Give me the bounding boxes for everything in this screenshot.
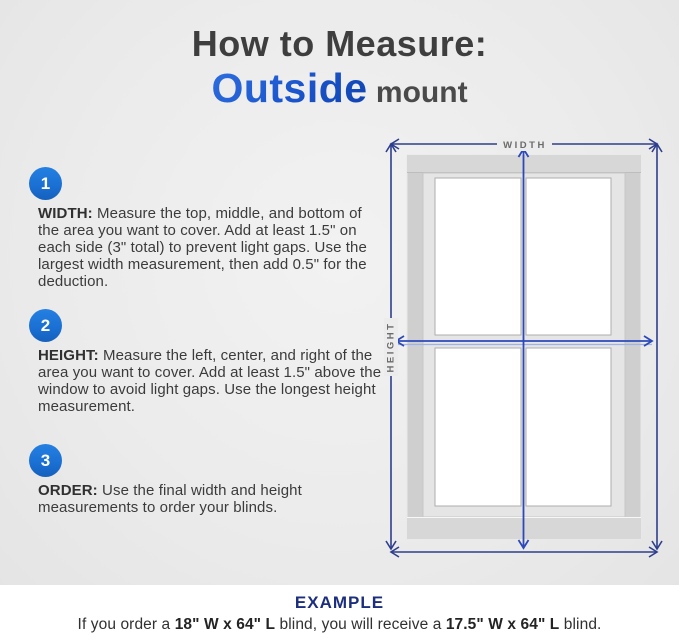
window-pane-bottom-right (526, 348, 611, 506)
measurement-diagram (378, 125, 668, 565)
example-middle: blind, you will receive a (275, 616, 446, 633)
step-order (29, 444, 383, 517)
height-label: HEIGHT (385, 321, 397, 373)
step-1-text: Measure the top, middle, and bottom of the area you want to cover. Add at least 1.5" on each side (3" total) to prevent light gaps. Use the largest width measurement, then add 0.5" for the deduction. (38, 205, 367, 290)
example-suffix: blind. (559, 616, 602, 633)
step-1-badge (29, 167, 62, 200)
window-pane-top-right (526, 178, 611, 335)
step-1-label: WIDTH: (38, 205, 93, 222)
title-highlight: Outside (211, 65, 368, 111)
step-width (29, 167, 383, 291)
step-2-text: Measure the left, center, and right of the area you want to cover. Add at least 1.5" above the window to avoid light gaps. Use the longest height measurement. (38, 347, 382, 415)
title-line-1: How to Measure: (191, 23, 488, 64)
example-footer (0, 585, 679, 644)
example-text (0, 616, 679, 634)
step-2-description (38, 348, 383, 416)
example-ordered-size: 18" W x 64" L (174, 616, 276, 633)
step-2-number: 2 (40, 315, 51, 335)
title-suffix: mount (367, 76, 468, 109)
step-1-description (38, 206, 383, 291)
step-2-badge (29, 309, 62, 342)
title-line-2 (0, 65, 679, 121)
step-3-number: 3 (40, 450, 51, 470)
step-2-label: HEIGHT: (38, 347, 99, 364)
page-title (0, 24, 679, 121)
step-1-number: 1 (40, 173, 51, 193)
example-prefix: If you order a (77, 616, 175, 633)
step-3-label: ORDER: (38, 482, 98, 499)
window-pane-top-left (435, 178, 521, 335)
step-3-badge (29, 444, 62, 477)
example-received-size: 17.5" W x 64" L (445, 616, 560, 633)
example-heading: EXAMPLE (294, 593, 385, 612)
step-3-text: Use the final width and height measurements to order your blinds. (38, 482, 302, 516)
width-label: WIDTH (503, 140, 547, 151)
step-height (29, 309, 383, 416)
right-measure-arrow (652, 144, 662, 549)
window-pane-bottom-left (435, 348, 521, 506)
step-3-description (38, 483, 383, 517)
